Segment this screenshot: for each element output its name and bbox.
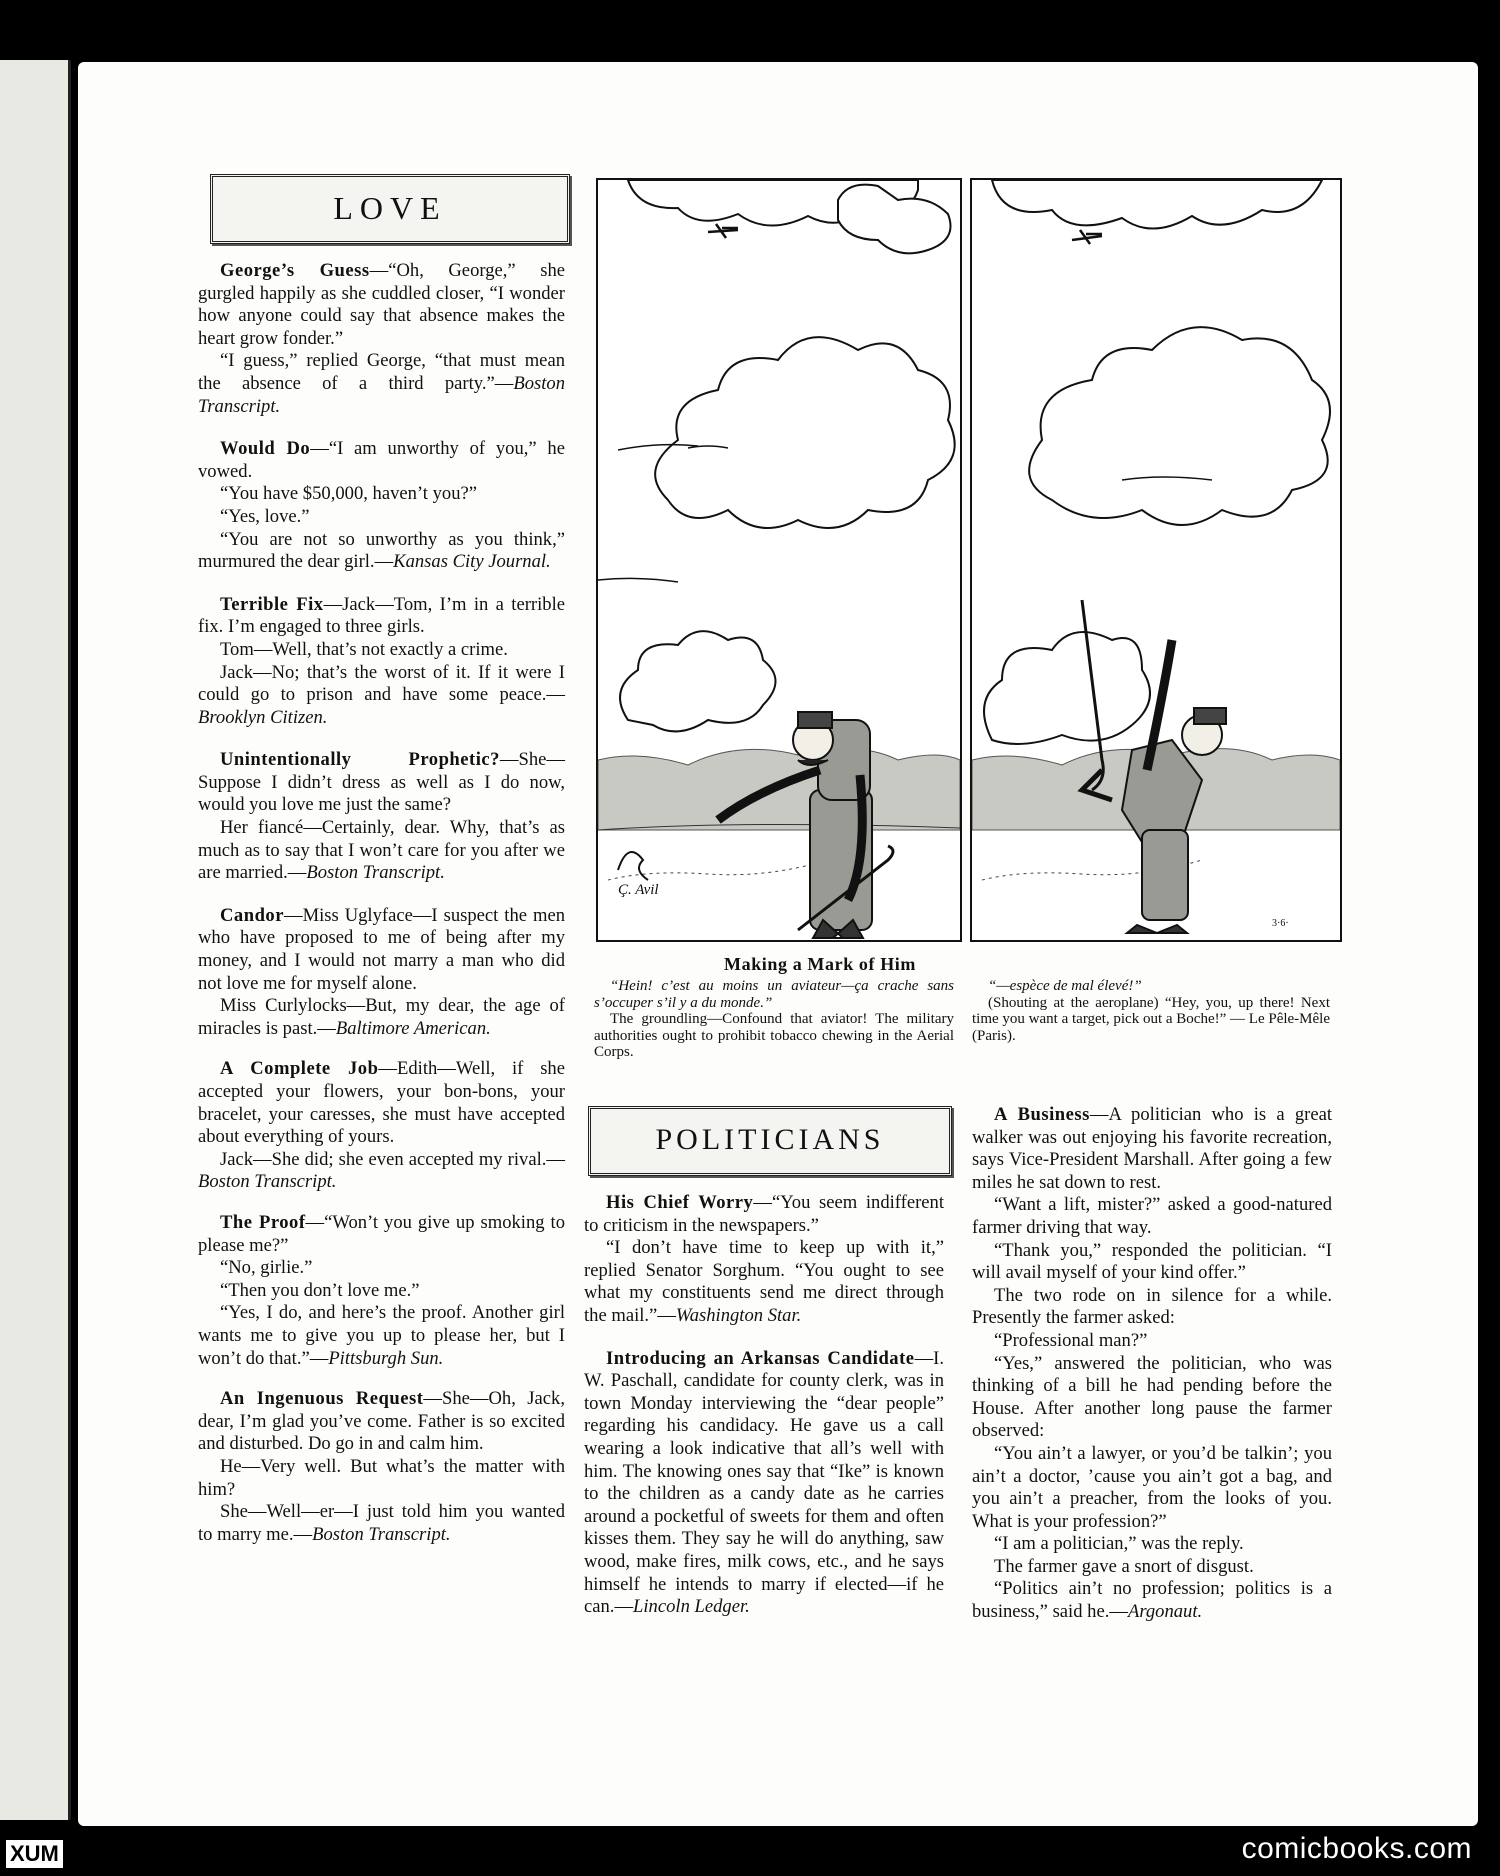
joke-candor: Candor—Miss Uglyface—I suspect the men who have proposed to me of being after my money, and I would not marry a man who did not love me for myself alone. <box>198 904 565 994</box>
joke-his-chief-worry: His Chief Worry—“You seem indifferent to criticism in the newspapers.” <box>584 1192 944 1236</box>
love-column: George’s Guess—“Oh, George,” she gurgled happily as she cuddled closer, “I wonder how anyone could say that absence makes the heart grow fonder.” “I guess,” replied George, “that must mean the absence of a third party.”—Boston Transcript. Would Do—“I am unworthy of you,” he vowed. “You have $50,000, haven’t you?” “Yes, love.” “You are not so unworthy as you think,” murmured the dear girl.—Kansas City Journal. Terrible Fix—Jack—Tom, I’m in a terrible fix. I’m engaged to three girls. Tom—Well, that’s not exactly a crime. Jack—No; that’s the worst of it. If it were I could go to prison and have some peace.—Brooklyn Citizen. Unintentionally Prophetic?—She—Suppose I didn’t dress as well as I do now, would you love me just the same? Her fiancé—Certainly, dear. Why, that’s as much as to say that I won’t care for you after we are married.—Boston Transcript. Candor—Miss Uglyface—I suspect the men who have proposed to me of being after my money, and I would not marry a man who did not love me for myself alone. Miss Curlylocks—But, my dear, the age of miracles is past.—Baltimore American. A Complete Job—Edith—Well, if she accepted your flowers, your bon-bons, your bracelet, your caresses, she must have accepted about everything of yours. Jack—She did; she even accepted my rival.—Boston Transcript. The Proof—“Won’t you give up smoking to please me?” “No, girlie.” “Then you don’t love me.” “Yes, I do, and here’s the proof. Another girl wants me to give you up to please her, but I won’t do that.”—Pittsburgh Sun. An Ingenuous Request—She—Oh, Jack, dear, I’m glad you’ve come. Father is so excited and disturbed. Do go in and calm him. He—Very well. But what’s the matter with him? She—Well—er—I just told him you wanted to marry me.—Boston Transcript. <box>198 260 565 1545</box>
joke-source: Boston Transcript. <box>198 1171 337 1193</box>
politicians-heading-box <box>588 1106 952 1176</box>
joke-a-complete-job: A Complete Job—Edith—Well, if she accepted your flowers, your bon-bons, your bracelet, your caresses, she must have accepted about everything of yours. <box>198 1058 565 1148</box>
politicians-heading: POLITICIANS <box>655 1123 885 1156</box>
cartoon-title: Making a Mark of Him <box>724 954 916 974</box>
cartoon-drawing-left <box>598 180 960 940</box>
cartoon-caption-left: “Hein! c’est au moins un aviateur—ça crache sans s’occuper s’il y a du monde.” The groundling—Confound that aviator! The military authorities ought to prohibit tobacco chewing in the Aerial Corps. <box>594 978 954 1060</box>
site-watermark: comicbooks.com <box>1241 1832 1472 1865</box>
joke-source: Baltimore American. <box>335 1017 491 1039</box>
joke-unintentionally-prophetic: Unintentionally Prophetic?—She—Suppose I didn’t dress as well as I do now, would you love me just the same? <box>198 749 565 816</box>
joke-source: Brooklyn Citizen. <box>198 706 328 728</box>
politicians-column-right: A Business—A politician who is a great walker was out enjoying his favorite recreation, says Vice-President Marshall. After going a few miles he sat down to rest. “Want a lift, mister?” asked a good-natured farmer driving that way. “Thank you,” responded the politician. “I will avail myself of your kind offer.” The two rode on in silence for a while. Presently the farmer asked: “Professional man?” “Yes,” answered the politician, who was thinking of a bill he had pending before the House. After another long pause the farmer observed: “You ain’t a lawyer, or you’d be talkin’; you ain’t a doctor, ’cause you ain’t got a bag, and you ain’t a preacher, from the looks of you. What is your profession?” “I am a politician,” was the reply. The farmer gave a snort of disgust. “Politics ain’t no profession; politics is a business,” said he.—Argonaut. <box>972 1104 1332 1623</box>
joke-source: Kansas City Journal. <box>393 551 551 573</box>
joke-source: Argonaut. <box>1127 1601 1203 1623</box>
joke-an-ingenuous-request: An Ingenuous Request—She—Oh, Jack, dear, I’m glad you’ve come. Father is so excited and disturbed. Do go in and calm him. <box>198 1388 565 1455</box>
joke-source: Boston Transcript. <box>306 862 445 884</box>
cartoon-caption-right: “—espèce de mal élevé!” (Shouting at the aeroplane) “Hey, you, up there! Next time you want a target, pick out a Boche!” — Le Pêle-Mêle (Paris). <box>972 978 1330 1044</box>
joke-source: Boston Transcript. <box>312 1523 451 1545</box>
joke-source: Pittsburgh Sun. <box>328 1347 444 1369</box>
joke-source: Lincoln Ledger. <box>633 1596 750 1618</box>
joke-arkansas-candidate: Introducing an Arkansas Candidate—I. W. Paschall, candidate for county clerk, was in town Monday interviewing the “dear people” regarding his candidacy. He gave us a call wearing a look indicative that all’s well with him. The knowing ones say that “Ike” is known to the children as a candy date as he carries around a pocketful of sweets for them and often kisses them. They say he will do anything, saw wood, make fires, milk cows, etc., and he says himself he intends to marry if elected—if he can.—Lincoln Ledger. <box>584 1347 944 1618</box>
joke-source: Boston Transcript. <box>198 372 565 417</box>
love-heading: LOVE <box>333 190 447 226</box>
cartoon-panel-right <box>970 178 1342 942</box>
politicians-column-middle: His Chief Worry—“You seem indifferent to criticism in the newspapers.” “I don’t have time to keep up with it,” replied Senator Sorghum. “You ought to see what my constituents send me direct through the mail.”—Washington Star. Introducing an Arkansas Candidate—I. W. Paschall, candidate for county clerk, was in town Monday interviewing the “dear people” regarding his candidacy. He gave us a call wearing a look indicative that all’s well with him. The knowing ones say that “Ike” is known to the children as a candy date as he carries around a pocketful of sweets for them and often kisses them. They say he will do anything, saw wood, make fires, milk cows, etc., and he says himself he intends to marry if elected—if he can.—Lincoln Ledger. <box>584 1192 944 1618</box>
artist-initials: 3·6· <box>1272 918 1289 929</box>
book-spine <box>0 60 71 1820</box>
love-heading-box <box>210 174 570 244</box>
joke-georges-guess: George’s Guess—“Oh, George,” she gurgled happily as she cuddled closer, “I wonder how anyone could say that absence makes the heart grow fonder.” <box>198 260 565 349</box>
joke-the-proof: The Proof—“Won’t you give up smoking to please me?” <box>198 1211 565 1256</box>
cartoon-drawing-right <box>972 180 1340 940</box>
artist-signature: Ç. Avil <box>618 882 659 898</box>
joke-terrible-fix: Terrible Fix—Jack—Tom, I’m in a terrible fix. I’m engaged to three girls. <box>198 593 565 638</box>
joke-would-do: Would Do—“I am unworthy of you,” he vowed. <box>198 438 565 482</box>
joke-a-business: A Business—A politician who is a great walker was out enjoying his favorite recreation, says Vice-President Marshall. After going a few miles he sat down to rest. <box>972 1104 1332 1193</box>
joke-source: Washington Star. <box>675 1304 802 1326</box>
cartoon-panel-left <box>596 178 962 942</box>
corner-label: XUM <box>6 1840 63 1868</box>
